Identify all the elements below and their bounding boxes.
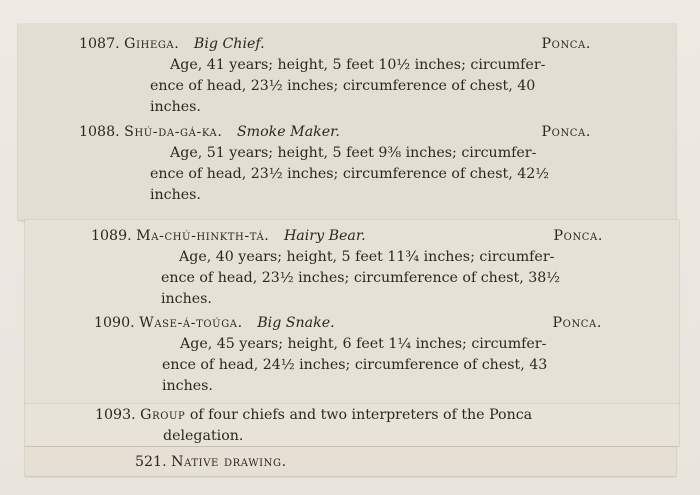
entry-heading [91, 226, 603, 247]
entry-line: inches. [162, 378, 213, 394]
entry-native-name: Shú-da-gá-ka. [124, 124, 223, 140]
entry-native-name: Ma-chú-hinkth-tá. [136, 228, 270, 244]
entry-1093 [95, 405, 532, 447]
entry-521 [135, 452, 287, 473]
entry-line: ence of head, 23½ inches; circumference of chest, 40 [150, 78, 536, 94]
entry-line: ence of head, 23½ inches; circumference of chest, 42½ [150, 166, 550, 182]
entry-native-name: Wase-á-toúga. [139, 315, 243, 331]
entry-tribe: Ponca. [541, 124, 591, 140]
entry-line: ence of head, 24½ inches; circumference of chest, 43 [162, 357, 548, 373]
entry-number: 1090. [94, 315, 135, 331]
entry-line: Age, 40 years; height, 5 feet 11¾ inches; circumfer- [179, 249, 555, 265]
drawing-label: Native drawing. [171, 454, 287, 470]
group-description: of four chiefs and two interpreters of the Ponca [189, 407, 533, 423]
entry-1087 [79, 34, 591, 118]
entry-tribe: Ponca. [552, 315, 602, 331]
entry-line: ence of head, 23½ inches; circumference of chest, 38½ [161, 270, 561, 286]
entry-english-name: Big Snake. [257, 315, 335, 331]
entry-1089 [91, 226, 603, 310]
entry-native-name: Gihega. [124, 36, 180, 52]
group-line-1 [95, 405, 532, 426]
entry-number: 1087. [79, 36, 120, 52]
entry-line: Age, 45 years; height, 6 feet 1¼ inches; circumfer- [180, 336, 547, 352]
entry-heading [94, 313, 602, 334]
group-line-2: delegation. [163, 428, 244, 444]
entry-heading [79, 122, 591, 143]
catalog-slip-4 [25, 447, 676, 476]
entry-number: 1089. [91, 228, 132, 244]
entry-english-name: Smoke Maker. [236, 124, 340, 140]
entry-english-name: Big Chief. [193, 36, 265, 52]
entry-english-name: Hairy Bear. [283, 228, 366, 244]
entry-line: inches. [150, 99, 201, 115]
entry-line: inches. [161, 291, 212, 307]
entry-number: 521. [135, 454, 167, 470]
entry-heading [79, 34, 591, 55]
entry-line: inches. [150, 187, 201, 203]
entry-1090 [94, 313, 602, 397]
entry-line: Age, 41 years; height, 5 feet 10½ inches; circumfer- [170, 57, 546, 73]
entry-tribe: Ponca. [553, 228, 603, 244]
entry-number: 1093. [95, 407, 136, 423]
group-lead-word: Group [140, 407, 186, 423]
entry-tribe: Ponca. [541, 36, 591, 52]
entry-number: 1088. [79, 124, 120, 140]
entry-line: Age, 51 years; height, 5 feet 9⅜ inches; circumfer- [170, 145, 537, 161]
entry-1088 [79, 122, 591, 206]
